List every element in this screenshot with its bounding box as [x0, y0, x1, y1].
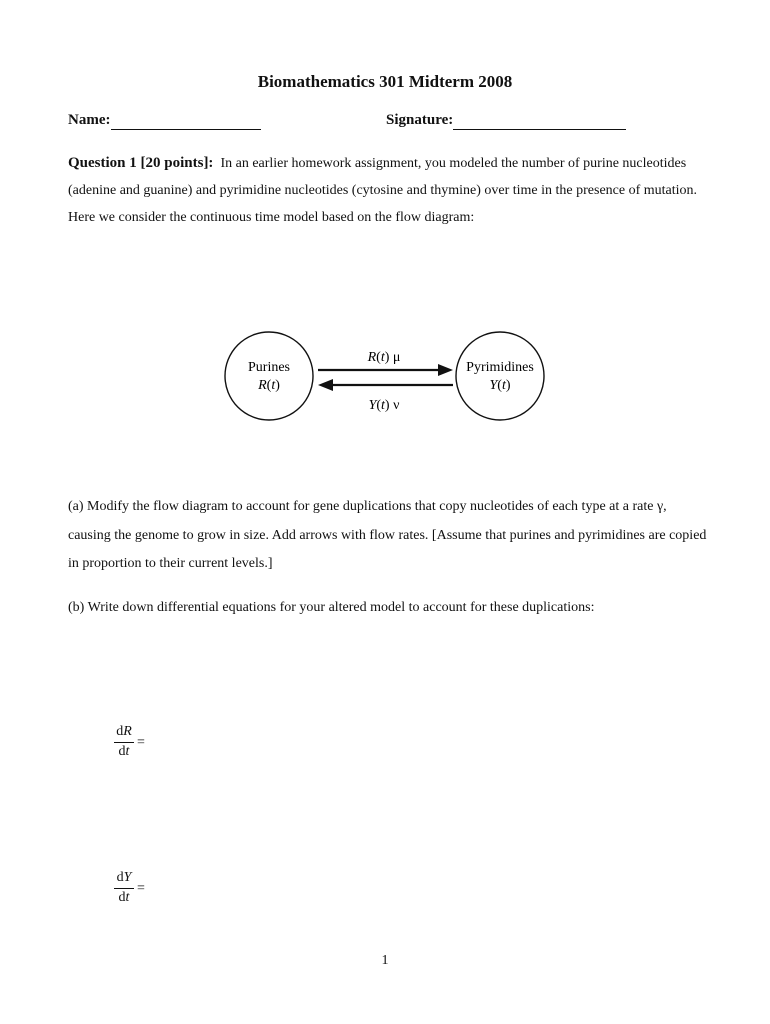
page-number: 1 [381, 953, 389, 968]
derivative-Y-equals: = [137, 881, 145, 896]
question-1 [68, 150, 708, 231]
derivative-R-fraction: dR dt [114, 724, 134, 760]
pyrimidines-variable: Y(t) [489, 378, 511, 393]
name-blank-line[interactable] [111, 114, 261, 130]
question-1-text: In an earlier homework assignment, you modeled the number of purine nucleotides (adenine and guanine) and pyrimidine nucleotides (cytosine and thymine) over time in the presence of mutation. Here we consider the continuous time model based on the flow diagram: [68, 156, 698, 225]
name-label: Name: [68, 112, 111, 128]
mutation-arrow-left-head [318, 379, 333, 391]
mutation-rate-bottom: Y(t) ν [368, 398, 400, 413]
pyrimidines-label: Pyrimidines [466, 360, 534, 375]
mutation-rate-top: R(t) μ [367, 350, 401, 365]
signature-label: Signature: [386, 112, 454, 128]
part-b-text: (b) Write down differential equations for your altered model to account for these duplications: [68, 600, 595, 615]
page-title: Biomathematics 301 Midterm 2008 [257, 72, 513, 91]
flow-diagram [222, 328, 552, 428]
purines-variable: R(t) [258, 378, 280, 393]
derivative-R-equals: = [137, 735, 145, 750]
mutation-arrow-right-head [438, 364, 453, 376]
part-a-text: (a) Modify the flow diagram to account for gene duplications that copy nucleotides of each type at a rate γ, causing the genome to grow in size. Add arrows with flow rates. [Assume that purines and pyrimidines are copied in proportion to their current levels.] [68, 499, 707, 571]
purines-label: Purines [248, 360, 290, 375]
pyrimidines-node [456, 332, 544, 420]
purines-node [225, 332, 313, 420]
question-1-heading: Question 1 [20 points]: [68, 155, 214, 171]
signature-blank-line[interactable] [453, 114, 626, 130]
derivative-Y-fraction: dY dt [114, 870, 134, 906]
